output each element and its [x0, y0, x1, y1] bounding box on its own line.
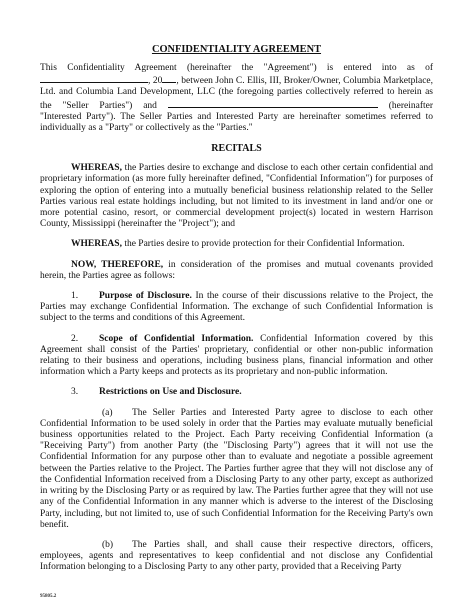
section-2: [40, 334, 433, 379]
intro-text-3: , between John C. Ellis, III, Broker/Owner, Columbia Marketplace, Ltd. and Columbia Land Development, LLC (the foregoing parties collectively referred to herein as the "Seller Parties") and: [40, 76, 433, 111]
now-therefore-paragraph: [40, 260, 433, 282]
section-2-text: Confidential Information covered by this Agreement shall consist of the Parties' proprietary, confidential or other non-public information relating to their business and operations, including business plans, financial information and other information which a Party keeps and protects as its proprietary and non-public information.: [40, 333, 433, 378]
whereas-paragraph-2: [40, 239, 433, 250]
section-1: [40, 291, 433, 325]
recitals-heading: RECITALS: [211, 143, 262, 155]
section-3-heading: Restrictions on Use and Disclosure.: [99, 387, 242, 398]
paragraph-a-text: The Seller Parties and Interested Party agree to disclose to each other Confidential Information to be used solely in order that the Parties may evaluate mutually beneficial business opportunities related to the Project. Each Party receiving Confidential Information (a "Receiving Party") from another Party (the "Disclosing Party") agrees that it will not use the Confidential Information for any purpose other than to evaluate and negotiate a possible agreement between the Parties relative to the Project. The Parties further agree that they will not disclose any of the Confidential Information received from a Disclosing Party to any other party, except as authorized in writing by the Disclosing Party or as required by law. The Parties further agree that they will not use any of the Confidential Information in any manner which is adverse to the interest of the Disclosing Party, including, but not limited to, use of such Confidential Information for the Receiving Party's own benefit.: [40, 407, 433, 530]
paragraph-b-label: (b): [102, 539, 114, 550]
document-title: CONFIDENTIALITY AGREEMENT: [151, 44, 322, 55]
intro-text-4: (hereinafter "Interested Party"). The Seller Parties and Interested Party are hereinafter sometimes referred to individually as a "Party" or collectively as the "Parties.": [40, 100, 434, 134]
whereas-lead-1: WHEREAS,: [71, 163, 122, 174]
paragraph-b: [40, 540, 433, 574]
now-therefore-text: in consideration of the promises and mutual covenants provided herein, the Parties agree as follows:: [40, 259, 433, 281]
footer-document-code: 95805.2: [40, 594, 57, 599]
paragraph-a-label: (a): [102, 407, 113, 418]
section-1-heading: Purpose of Disclosure.: [99, 291, 192, 302]
whereas-text-2: the Parties desire to provide protection for their Confidential Information.: [121, 239, 405, 250]
section-2-heading: Scope of Confidential Information.: [99, 333, 254, 344]
year-blank: [162, 74, 176, 83]
interested-party-blank: [168, 99, 378, 108]
date-blank: [40, 74, 148, 83]
paragraph-b-text: The Parties shall, and shall cause their respective directors, officers, employees, agents and representatives to keep confidential and not disclose any Confidential Information belonging to a Disclosing Party to any other party, provided that a Receiving Party: [40, 539, 433, 573]
section-3: [40, 387, 433, 398]
intro-paragraph: [40, 63, 433, 134]
whereas-paragraph-1: [40, 163, 433, 230]
section-2-number: 2.: [71, 333, 79, 344]
intro-text-2: , 20: [148, 76, 163, 87]
section-1-number: 1.: [71, 291, 79, 302]
intro-text-1: This Confidentiality Agreement (hereinafter the "Agreement") is entered into as of: [40, 63, 433, 73]
whereas-text-1: the Parties desire to exchange and disclose to each other certain confidential and proprietary information (as more fully hereinafter defined, "Confidential Information") for purposes of exploring the option of entering into a mutually beneficial business relationship related to the Seller Parties various real estate holdings including, but not limited to its investment in land and/or one or more potential casino, resort, or commercial development project(s) located in western Harrison County, Mississippi (hereinafter the "Project"); and: [40, 163, 433, 230]
now-therefore-lead: NOW, THEREFORE,: [71, 259, 164, 270]
section-1-text: In the course of their discussions relative to the Project, the Parties may exchange Confidential Information. The exchange of such Confidential Information is subject to the terms and conditions of this Agreement.: [40, 291, 433, 324]
section-3-number: 3.: [71, 387, 79, 398]
whereas-lead-2: WHEREAS,: [71, 239, 122, 250]
paragraph-a: [40, 408, 433, 531]
